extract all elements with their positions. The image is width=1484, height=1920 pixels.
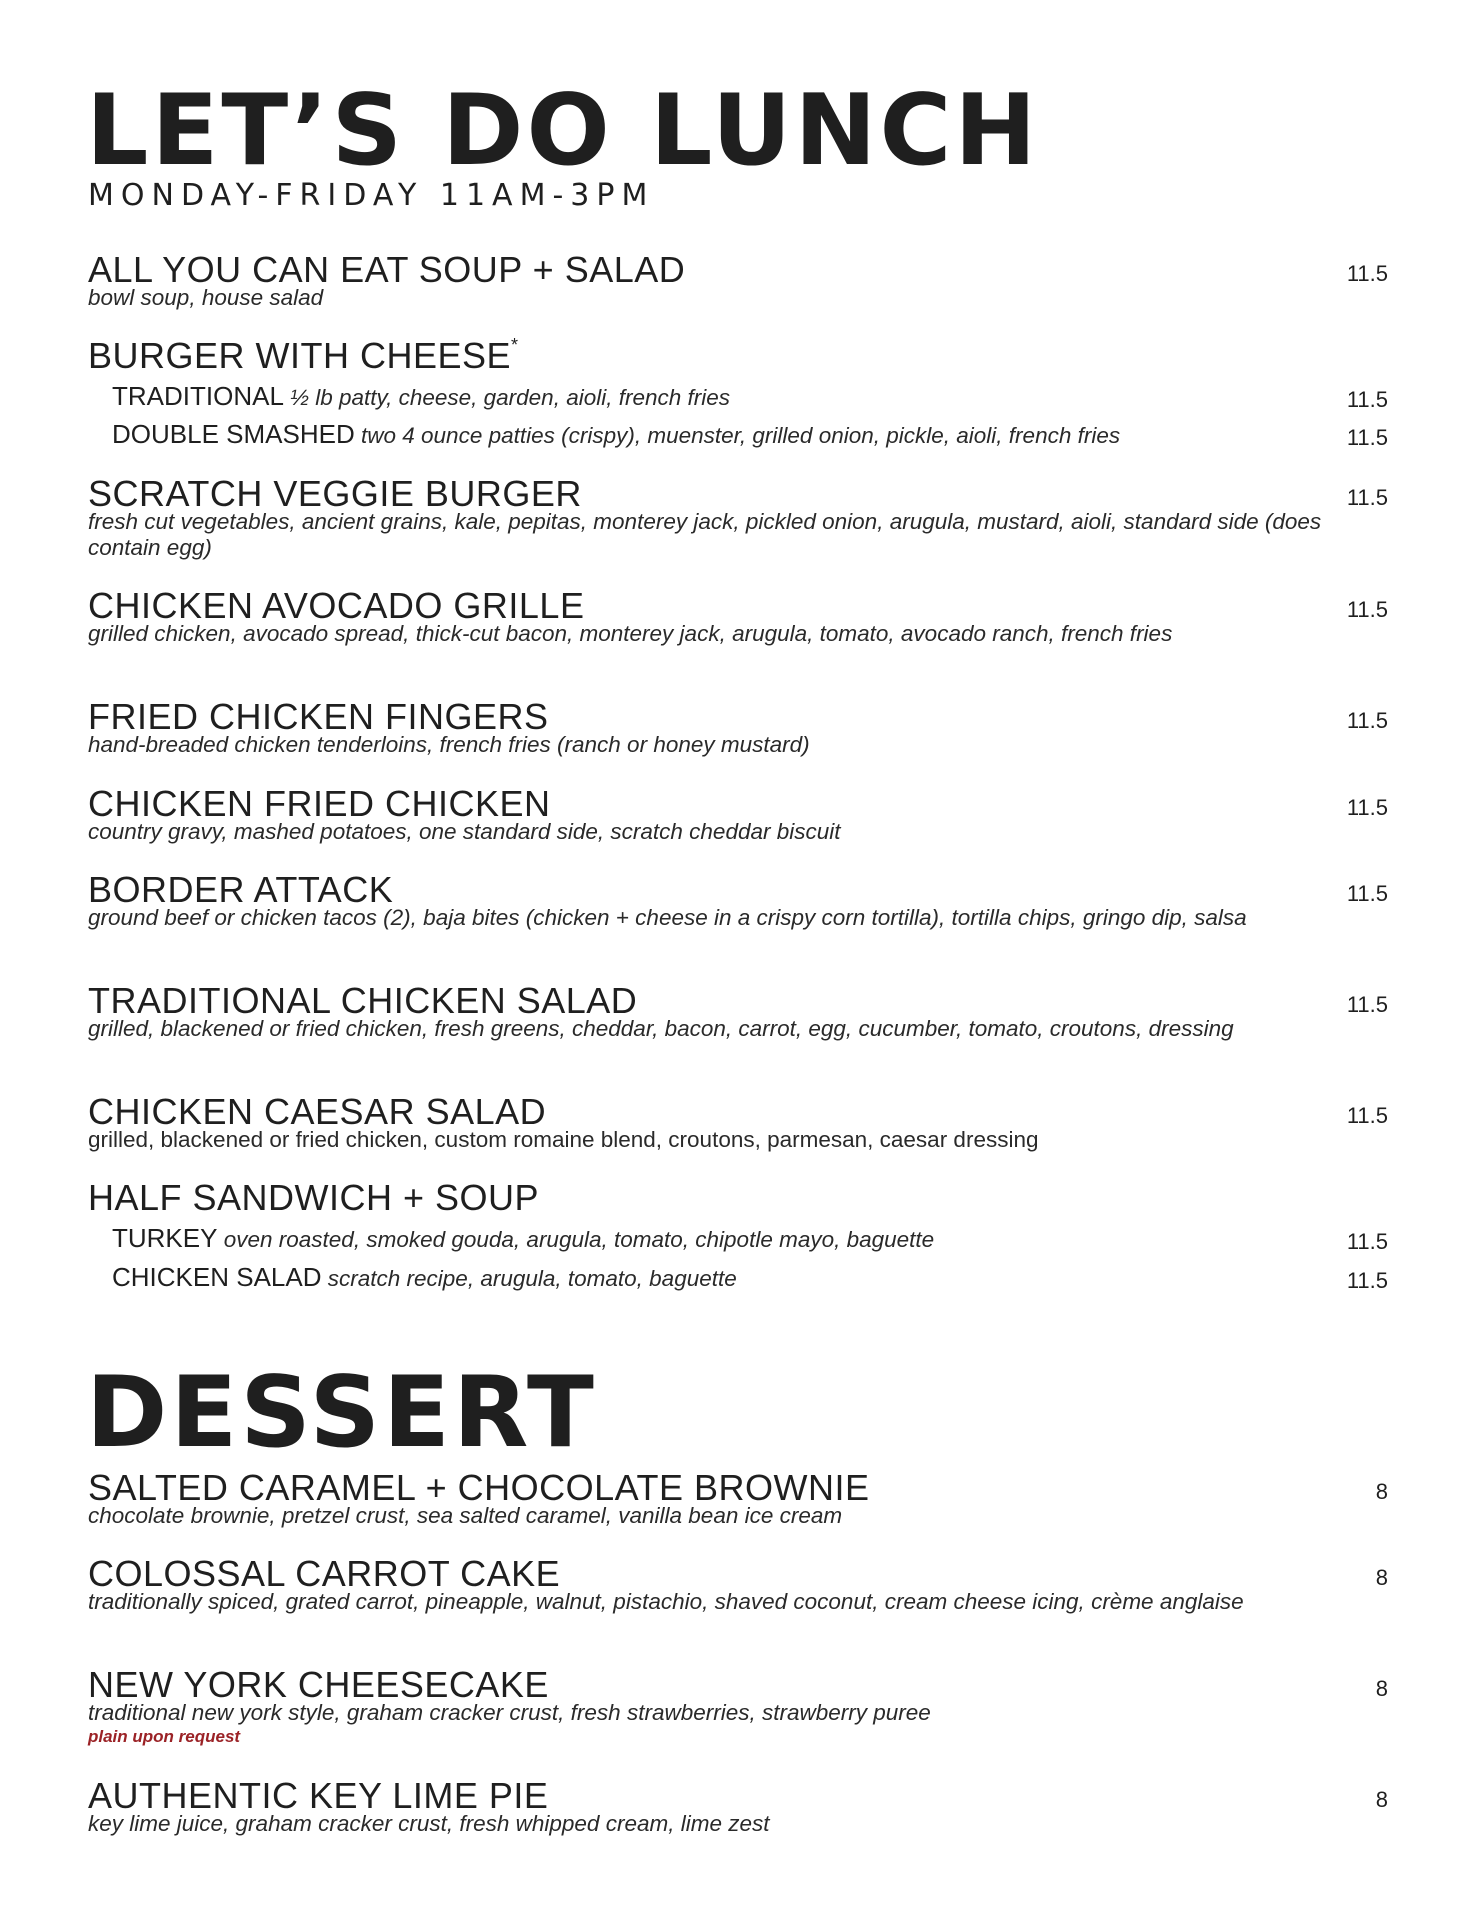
menu-item-price: 11.5: [1346, 992, 1388, 1017]
menu-item-name: SALTED CARAMEL + CHOCOLATE BROWNIE: [88, 1467, 870, 1508]
menu-item-price: 11.5: [1346, 597, 1388, 622]
menu-item-name: SCRATCH VEGGIE BURGER: [88, 473, 582, 514]
menu-item-name: BURGER WITH CHEESE*: [88, 335, 519, 376]
menu-item-price: 11.5: [1346, 261, 1388, 286]
sub-item-name: CHICKEN SALAD: [112, 1262, 322, 1292]
menu-item-name: CHICKEN FRIED CHICKEN: [88, 783, 551, 824]
menu-item-name: AUTHENTIC KEY LIME PIE: [88, 1775, 549, 1816]
sub-item-price: 11.5: [1346, 425, 1388, 450]
sub-item: [112, 383, 730, 410]
sub-item-price: 11.5: [1346, 1268, 1388, 1293]
menu-item-price: 11.5: [1346, 485, 1388, 510]
menu-item-description: hand-breaded chicken tenderloins, french fries (ranch or honey mustard): [88, 732, 810, 757]
menu-item-description: fresh cut vegetables, ancient grains, kale, pepitas, monterey jack, pickled onion, arugula, mustard, aioli, standard side (does contain egg): [88, 509, 1322, 560]
sub-item-description: two 4 ounce patties (crispy), muenster, grilled onion, pickle, aioli, french fries: [361, 423, 1121, 448]
sub-item-price: 11.5: [1346, 387, 1388, 412]
menu-item-description: key lime juice, graham cracker crust, fresh whipped cream, lime zest: [88, 1811, 770, 1836]
menu-item-price: 11.5: [1346, 881, 1388, 906]
menu-item-description: grilled chicken, avocado spread, thick-cut bacon, monterey jack, arugula, tomato, avocado ranch, french fries: [88, 621, 1173, 646]
sub-item-description: scratch recipe, arugula, tomato, baguette: [327, 1266, 737, 1291]
menu-item-name: FRIED CHICKEN FINGERS: [88, 696, 549, 737]
menu-item-name: NEW YORK CHEESECAKE: [88, 1664, 549, 1705]
dessert-title: DESSERT: [86, 1356, 597, 1470]
lunch-hours: MONDAY-FRIDAY 11AM-3PM: [88, 178, 655, 213]
menu-item-name: HALF SANDWICH + SOUP: [88, 1177, 540, 1218]
menu-item-description: grilled, blackened or fried chicken, fresh greens, cheddar, bacon, carrot, egg, cucumber, tomato, croutons, dressing: [88, 1016, 1234, 1041]
menu-item-price: 11.5: [1346, 708, 1388, 733]
sub-item-name: TURKEY: [112, 1223, 218, 1253]
menu-item-price: 8: [1375, 1565, 1388, 1590]
menu-item-description: grilled, blackened or fried chicken, custom romaine blend, croutons, parmesan, caesar dressing: [88, 1127, 1039, 1152]
menu-item-description: traditionally spiced, grated carrot, pineapple, walnut, pistachio, shaved coconut, cream cheese icing, crème anglaise: [88, 1589, 1244, 1614]
sub-item-name: DOUBLE SMASHED: [112, 419, 355, 449]
menu-item-price: 8: [1375, 1479, 1388, 1504]
sub-item: [112, 1264, 737, 1291]
menu-item-description: bowl soup, house salad: [88, 285, 324, 310]
sub-item-description: ½ lb patty, cheese, garden, aioli, french fries: [290, 385, 731, 410]
menu-item-name: COLOSSAL CARROT CAKE: [88, 1553, 561, 1594]
menu-item-price: 11.5: [1346, 1103, 1388, 1128]
lunch-title: LET’S DO LUNCH: [86, 74, 1040, 188]
menu-item-name: ALL YOU CAN EAT SOUP + SALAD: [88, 249, 686, 290]
sub-item-price: 11.5: [1346, 1229, 1388, 1254]
sub-item: [112, 421, 1120, 448]
menu-item-price: 11.5: [1346, 795, 1388, 820]
sub-item: [112, 1225, 934, 1252]
sub-item-description: oven roasted, smoked gouda, arugula, tomato, chipotle mayo, baguette: [223, 1227, 935, 1252]
menu-item-name: TRADITIONAL CHICKEN SALAD: [88, 980, 638, 1021]
menu-item-name: CHICKEN CAESAR SALAD: [88, 1091, 547, 1132]
menu-item-name: CHICKEN AVOCADO GRILLE: [88, 585, 585, 626]
menu-item-description: chocolate brownie, pretzel crust, sea salted caramel, vanilla bean ice cream: [88, 1503, 843, 1528]
menu-item-description: traditional new york style, graham cracker crust, fresh strawberries, strawberry puree: [88, 1700, 931, 1725]
menu-item-name: BORDER ATTACK: [88, 869, 394, 910]
request-note: plain upon request: [88, 1727, 241, 1746]
menu-item-price: 8: [1375, 1676, 1388, 1701]
sub-item-name: TRADITIONAL: [112, 381, 284, 411]
menu-item-price: 8: [1375, 1787, 1388, 1812]
menu-item-description: ground beef or chicken tacos (2), baja bites (chicken + cheese in a crispy corn tortilla), tortilla chips, gringo dip, salsa: [88, 905, 1247, 930]
asterisk-mark: *: [511, 335, 519, 355]
menu-item-description: country gravy, mashed potatoes, one standard side, scratch cheddar biscuit: [88, 819, 841, 844]
